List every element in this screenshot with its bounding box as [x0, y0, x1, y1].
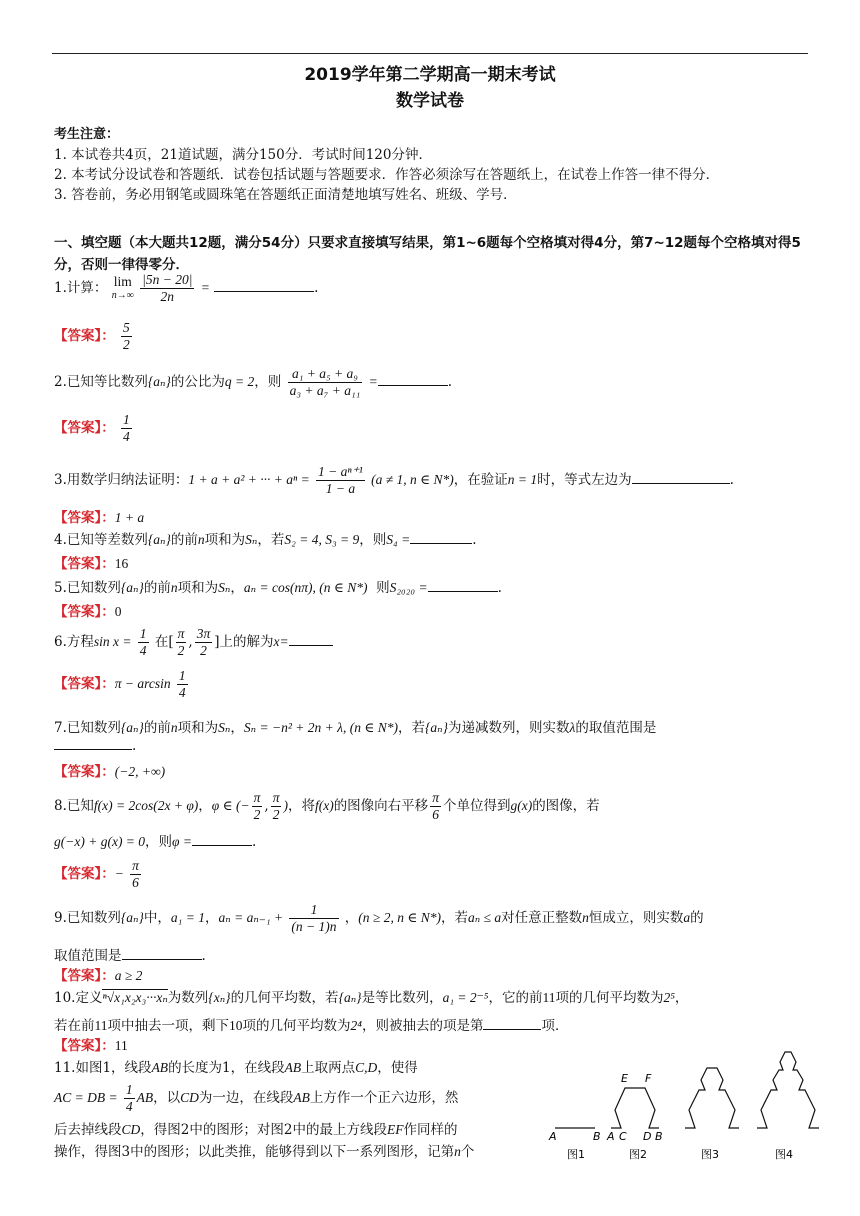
- fig1-point-a: A: [549, 1130, 557, 1143]
- question-10: 10.定义ⁿ√x₁x₂x₃···xₙ为数列{xₙ}的几何平均数，若{aₙ}是等比数列，a₁ = 2⁻⁵，它的前11项的几何平均数为2⁵，: [54, 990, 689, 1006]
- answer-1: 【答案】： $\frac{5}{2}$: [54, 320, 130, 352]
- exam-subtitle: 数学试卷: [396, 91, 464, 111]
- question-9: 9.已知数列{aₙ}中，a₁ = 1，aₙ = aₙ₋₁ + $\frac{1}{(n - 1)n}$ ，(n ≥ 2, n ∈ N*)，若aₙ ≤ a对任意正整数n恒成立，则实数a的: [54, 902, 704, 934]
- fig2-point-e: E: [621, 1072, 628, 1085]
- answer-2: 【答案】： $\frac{1}{4}$: [54, 412, 130, 444]
- figure-2-shape: [611, 1088, 659, 1128]
- fig2-point-b: B: [655, 1130, 663, 1143]
- question-5: 5.已知数列{aₙ}的前n项和为Sₙ，aₙ = cos(nπ), (n ∈ N*) 则S₂₀₂₀ = .: [54, 580, 502, 596]
- question-7: 7.已知数列{aₙ}的前n项和为Sₙ，Sₙ = −n² + 2n + λ, (n ∈ N*)，若{aₙ}为递减数列，则实数λ的取值范围是: [54, 720, 657, 736]
- notice-item-1: 1. 本试卷共4页，21道试题，满分150分．考试时间120分钟．: [54, 147, 432, 163]
- question-7-blank: .: [54, 738, 136, 754]
- question-8: 8.已知f(x) = 2cos(2x + φ)，φ ∈ (− $\frac{\pi}{2}$ , $\frac{\pi}{2}$ )，将f(x)的图像向右平移 $\frac{\pi}{6}$ 个单位得到g(x)的图像，若: [54, 790, 600, 822]
- question-3: 3.用数学归纳法证明：1 + a + a² + ··· + aⁿ = $\frac{\text{1 − aⁿ⁺¹}}{1 - a}$ (a ≠ 1, n ∈ N*)，在验证n = 1时，等式左边为 .: [54, 464, 734, 496]
- fig2-point-f: F: [645, 1072, 652, 1085]
- question-9-line2: 取值范围是 .: [54, 948, 206, 964]
- figure-1-label: 图1: [567, 1148, 585, 1161]
- figures-group: [545, 1040, 835, 1170]
- answer-10: 【答案】：11: [54, 1038, 128, 1054]
- answer-8: 【答案】：− $\frac{\pi}{6}$: [54, 858, 139, 890]
- figure-3-shape: [685, 1068, 739, 1128]
- fig2-point-c: C: [619, 1130, 627, 1143]
- answer-3: 【答案】：1 + a: [54, 510, 145, 526]
- notice-item-2: 2. 本考试分设试卷和答题纸．试卷包括试题与答题要求．作答必须涂写在答题纸上，在试卷上作答一律不得分．: [54, 167, 720, 183]
- question-11-line4: 操作，得图3中的图形；以此类推，能够得到以下一系列图形，记第n个: [54, 1144, 475, 1160]
- answer-6: 【答案】：π − arcsin $\frac{1}{4}$: [54, 668, 186, 700]
- figure-4-shape: [757, 1052, 819, 1128]
- figure-4-label: 图4: [775, 1148, 793, 1161]
- notice-heading: 考生注意：: [54, 127, 120, 142]
- top-rule: [52, 53, 808, 54]
- section-heading: 一、填空题（本大题共12题，满分54分）只要求直接填写结果，第1~6题每个空格填对得4分，第7~12题每个空格填对得5分，否则一律得零分．: [54, 235, 801, 273]
- question-10-line2: 若在前11项中抽去一项，剩下10项的几何平均数为2⁴，则被抽去的项是第 项．: [54, 1018, 569, 1034]
- question-1: 1.计算： lim n→∞ $\frac{|5n - 20|}{2n}$ = .: [54, 272, 319, 304]
- figure-3-label: 图3: [701, 1148, 719, 1161]
- fig2-point-a: A: [607, 1130, 615, 1143]
- fig2-point-d: D: [643, 1130, 652, 1143]
- question-6: 6.方程sin x = $\frac{1}{4}$ 在[ $\frac{\pi}{2}$ , $\frac{3\pi}{2}$ ]上的解为x=: [54, 626, 333, 659]
- figure-2-label: 图2: [629, 1148, 647, 1161]
- answer-5: 【答案】：0: [54, 604, 122, 620]
- notice-item-3: 3. 答卷前，务必用钢笔或圆珠笔在答题纸正面清楚地填写姓名、班级、学号．: [54, 187, 517, 203]
- question-4: 4.已知等差数列{aₙ}的前n项和为Sₙ，若S₂ = 4, S₃ = 9，则S₄ = .: [54, 532, 477, 548]
- question-2: 2.已知等比数列{aₙ}的公比为q = 2，则 $\frac{\text{a₁ + a₅ + a₉}}{\text{a₃ + a₇ + a₁₁}}$ = .: [54, 366, 453, 398]
- answer-7: 【答案】：(−2, +∞): [54, 764, 166, 780]
- question-8-line2: g(−x) + g(x) = 0，则φ = .: [54, 834, 257, 850]
- question-11-line1: 11.如图1，线段AB的长度为1，在线段AB上取两点C,D，使得: [54, 1060, 418, 1076]
- exam-title: 2019学年第二学期高一期末考试: [304, 65, 556, 85]
- answer-4: 【答案】：16: [54, 556, 129, 572]
- question-11-line3: 后去掉线段CD，得图2中的图形；对图2中的最上方线段EF作同样的: [54, 1122, 458, 1138]
- answer-9: 【答案】：a ≥ 2: [54, 968, 143, 984]
- fig1-point-b: B: [593, 1130, 601, 1143]
- question-11-line2: AC = DB = $\frac{1}{4}$ AB，以CD为一边，在线段AB上方作一个正六边形，然: [54, 1082, 459, 1114]
